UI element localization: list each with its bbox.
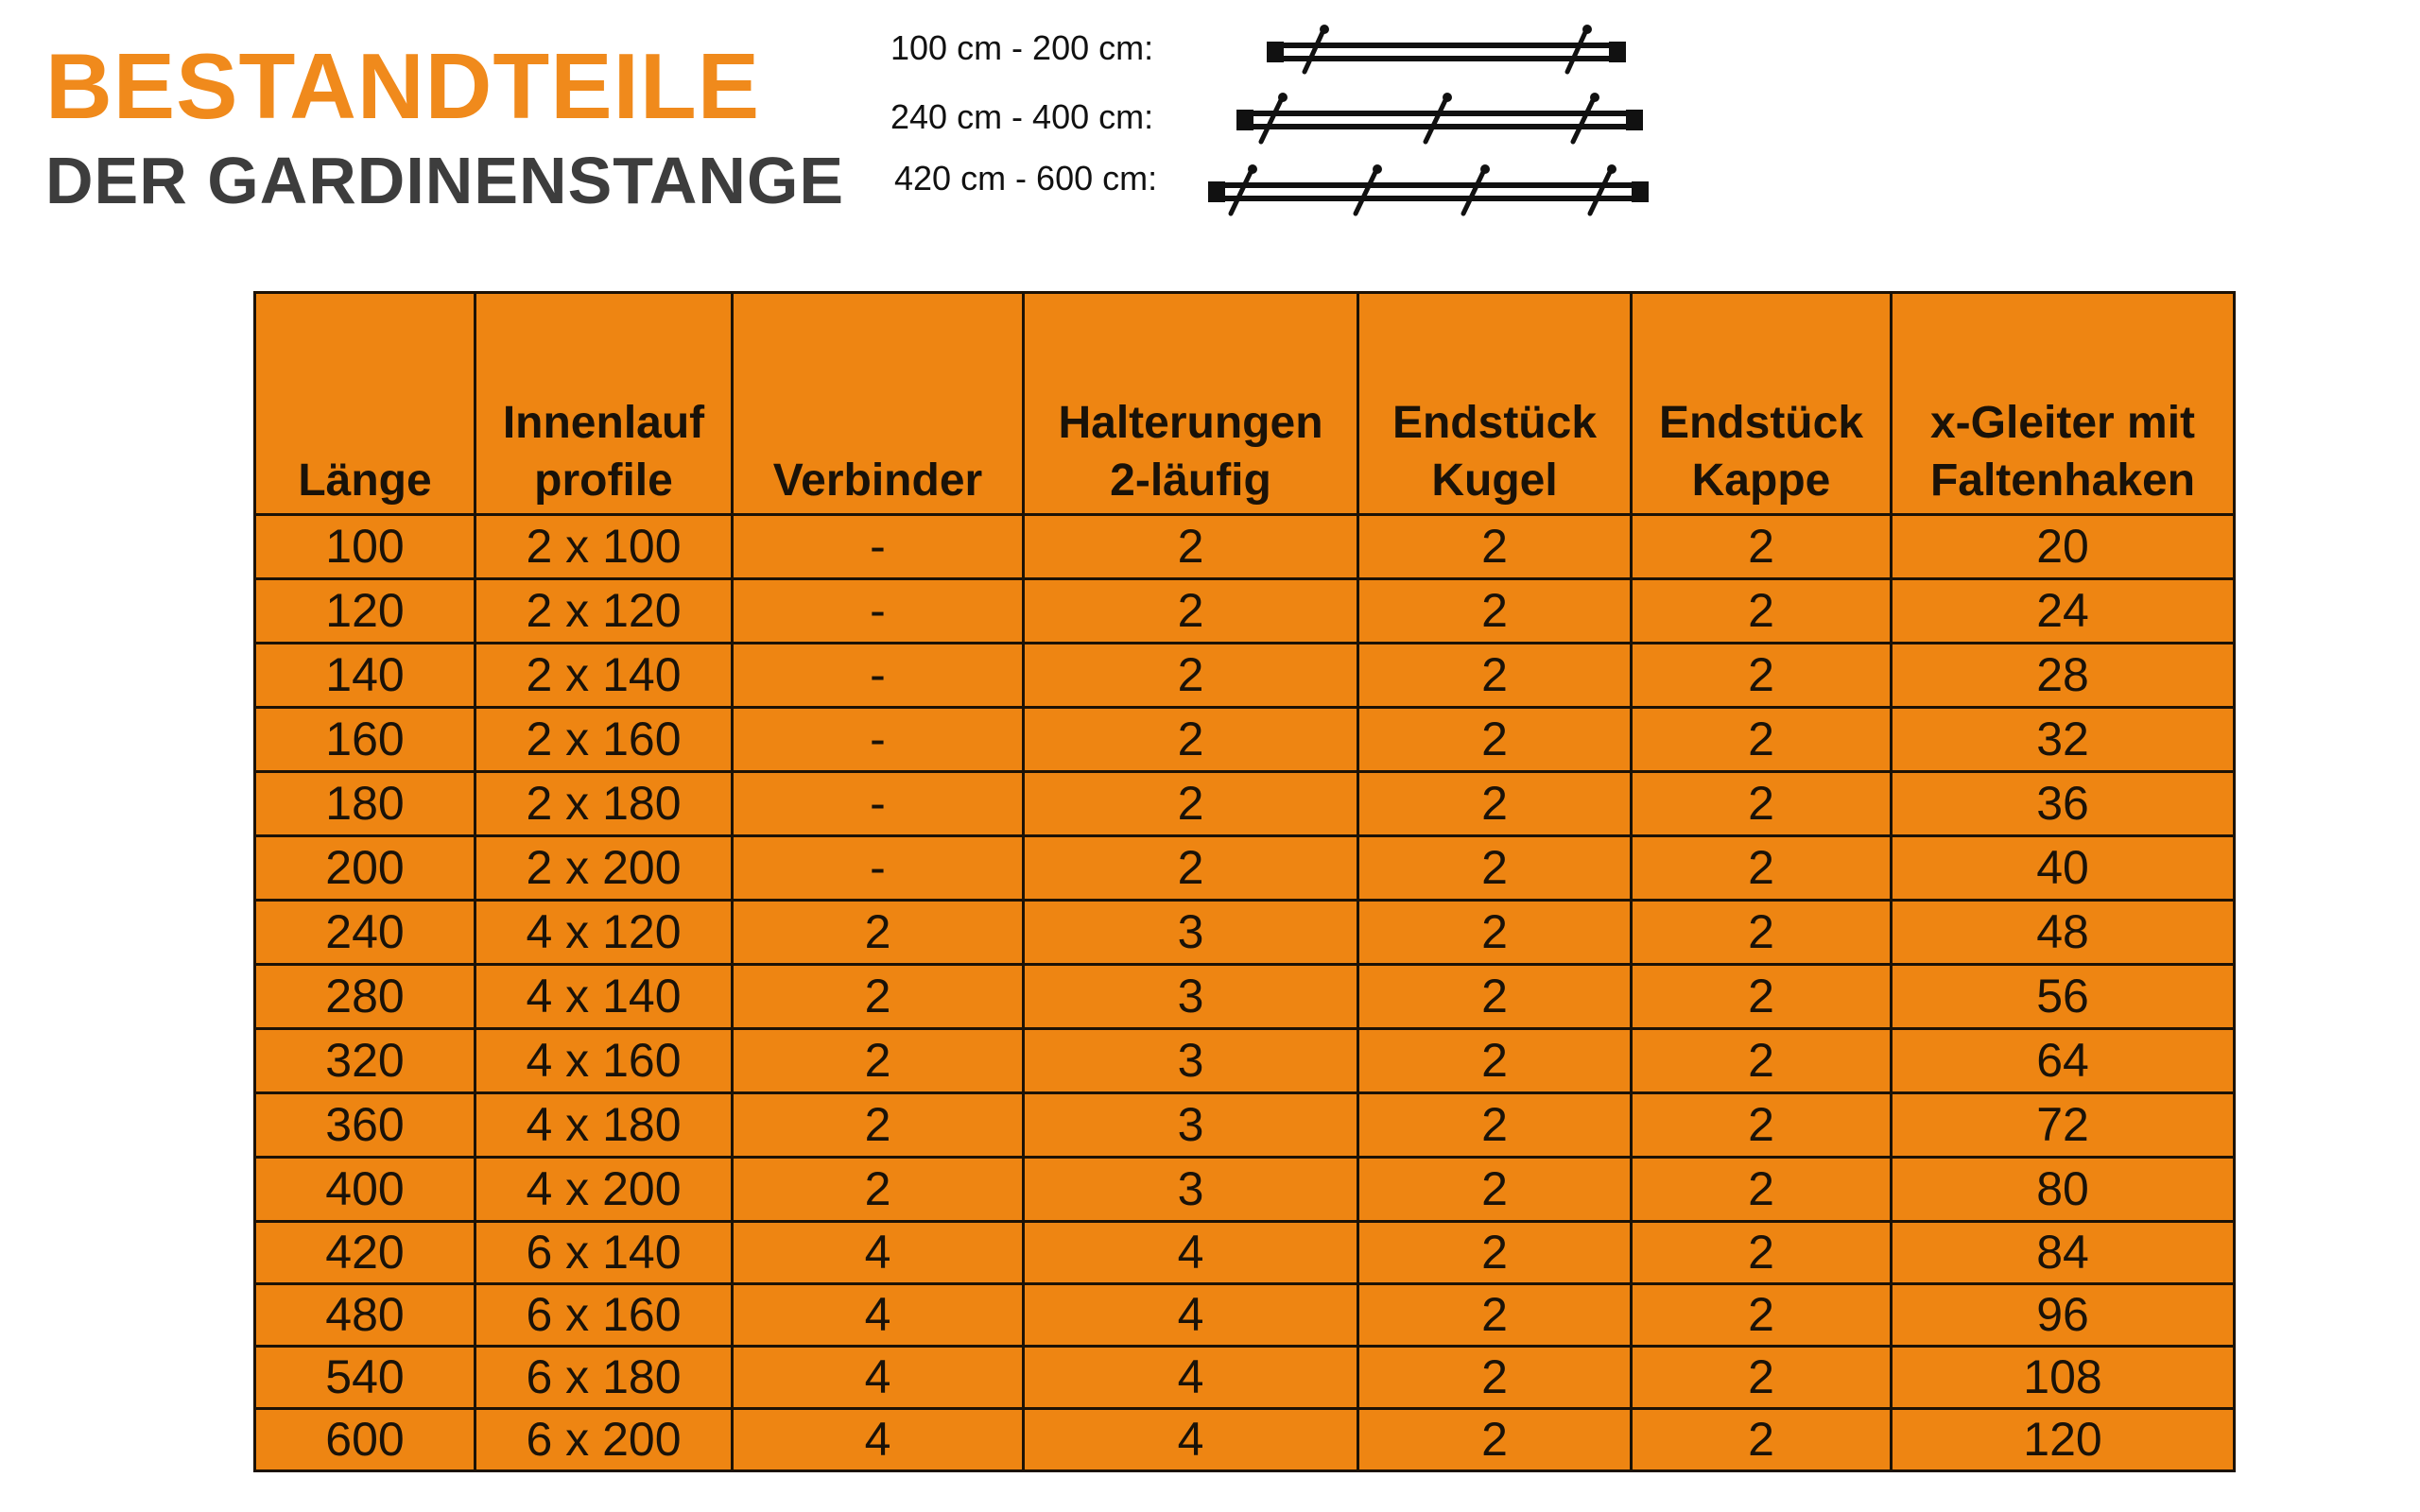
column-header-line: Kappe xyxy=(1691,455,1831,506)
cell-halterungen: 3 xyxy=(1024,1029,1358,1093)
column-header-line: Faltenhaken xyxy=(1929,455,2196,506)
cell-x-gleiter: 40 xyxy=(1892,836,2235,901)
cell-laenge: 360 xyxy=(255,1093,475,1158)
cell-laenge: 600 xyxy=(255,1409,475,1471)
cell-innenlauf-profile: 4 x 120 xyxy=(475,901,733,965)
cell-halterungen: 2 xyxy=(1024,515,1358,579)
column-header-line: Kugel xyxy=(1431,455,1558,506)
cell-endstueck-kappe: 2 xyxy=(1632,644,1892,708)
title-block xyxy=(45,34,845,217)
column-header-line: Innenlauf xyxy=(502,398,705,448)
cell-endstueck-kugel: 2 xyxy=(1358,1409,1632,1471)
page-subtitle: DER GARDINENSTANGE xyxy=(45,144,845,217)
cell-halterungen: 3 xyxy=(1024,1093,1358,1158)
column-header-line: 2-läufig xyxy=(1110,455,1271,506)
cell-endstueck-kappe: 2 xyxy=(1632,515,1892,579)
cell-endstueck-kugel: 2 xyxy=(1358,772,1632,836)
cell-endstueck-kappe: 2 xyxy=(1632,1158,1892,1222)
cell-x-gleiter: 72 xyxy=(1892,1093,2235,1158)
table-row xyxy=(255,708,2235,772)
cell-endstueck-kappe: 2 xyxy=(1632,1347,1892,1409)
cell-halterungen: 3 xyxy=(1024,965,1358,1029)
table-row xyxy=(255,965,2235,1029)
cell-laenge: 200 xyxy=(255,836,475,901)
cell-x-gleiter: 120 xyxy=(1892,1409,2235,1471)
column-header-halterungen xyxy=(1024,293,1358,515)
cell-endstueck-kugel: 2 xyxy=(1358,1093,1632,1158)
column-header-x-gleiter xyxy=(1892,293,2235,515)
cell-laenge: 420 xyxy=(255,1222,475,1284)
table-row xyxy=(255,1093,2235,1158)
components-table-wrap xyxy=(253,291,2233,1472)
column-header-line: Länge xyxy=(298,455,432,506)
cell-halterungen: 4 xyxy=(1024,1409,1358,1471)
cell-endstueck-kappe: 2 xyxy=(1632,1222,1892,1284)
column-header-line: x-Gleiter mit xyxy=(1929,398,2196,448)
cell-innenlauf-profile: 4 x 140 xyxy=(475,965,733,1029)
table-row xyxy=(255,1347,2235,1409)
cell-laenge: 540 xyxy=(255,1347,475,1409)
cell-halterungen: 2 xyxy=(1024,644,1358,708)
cell-x-gleiter: 48 xyxy=(1892,901,2235,965)
cell-x-gleiter: 64 xyxy=(1892,1029,2235,1093)
cell-verbinder: 4 xyxy=(733,1222,1024,1284)
cell-verbinder: 2 xyxy=(733,1158,1024,1222)
column-header-endstueck-kugel xyxy=(1358,293,1632,515)
table-row xyxy=(255,836,2235,901)
table-body xyxy=(255,515,2235,1471)
cell-x-gleiter: 56 xyxy=(1892,965,2235,1029)
table-header-row xyxy=(255,293,2235,515)
cell-x-gleiter: 36 xyxy=(1892,772,2235,836)
page-title: BESTANDTEILE xyxy=(45,34,761,138)
cell-x-gleiter: 80 xyxy=(1892,1158,2235,1222)
column-header-endstueck-kappe xyxy=(1632,293,1892,515)
cell-halterungen: 4 xyxy=(1024,1284,1358,1347)
legend-label-medium: 240 cm - 400 cm: xyxy=(890,97,1154,136)
cell-endstueck-kugel: 2 xyxy=(1358,1222,1632,1284)
column-header-line: Verbinder xyxy=(772,455,983,506)
column-header-line: Halterungen xyxy=(1058,398,1323,448)
cell-verbinder: - xyxy=(733,644,1024,708)
cell-endstueck-kugel: 2 xyxy=(1358,1284,1632,1347)
cell-laenge: 280 xyxy=(255,965,475,1029)
cell-innenlauf-profile: 6 x 200 xyxy=(475,1409,733,1471)
curtain-rod-2-brackets-icon xyxy=(1267,23,1626,79)
curtain-rod-4-brackets-icon xyxy=(1208,161,1649,219)
cell-laenge: 180 xyxy=(255,772,475,836)
cell-endstueck-kappe: 2 xyxy=(1632,708,1892,772)
cell-x-gleiter: 84 xyxy=(1892,1222,2235,1284)
cell-halterungen: 2 xyxy=(1024,772,1358,836)
cell-endstueck-kappe: 2 xyxy=(1632,1284,1892,1347)
cell-verbinder: - xyxy=(733,836,1024,901)
cell-endstueck-kappe: 2 xyxy=(1632,1093,1892,1158)
legend-label-long: 420 cm - 600 cm: xyxy=(894,159,1158,198)
cell-endstueck-kugel: 2 xyxy=(1358,708,1632,772)
cell-endstueck-kugel: 2 xyxy=(1358,965,1632,1029)
cell-halterungen: 4 xyxy=(1024,1222,1358,1284)
table-row xyxy=(255,644,2235,708)
cell-laenge: 140 xyxy=(255,644,475,708)
table-row xyxy=(255,1029,2235,1093)
cell-innenlauf-profile: 2 x 160 xyxy=(475,708,733,772)
cell-endstueck-kappe: 2 xyxy=(1632,965,1892,1029)
cell-endstueck-kugel: 2 xyxy=(1358,579,1632,644)
cell-verbinder: 2 xyxy=(733,1093,1024,1158)
components-table xyxy=(253,291,2236,1472)
cell-x-gleiter: 32 xyxy=(1892,708,2235,772)
cell-laenge: 400 xyxy=(255,1158,475,1222)
cell-endstueck-kappe: 2 xyxy=(1632,836,1892,901)
table-row xyxy=(255,579,2235,644)
cell-laenge: 100 xyxy=(255,515,475,579)
column-header-laenge xyxy=(255,293,475,515)
column-header-verbinder xyxy=(733,293,1024,515)
cell-laenge: 160 xyxy=(255,708,475,772)
cell-innenlauf-profile: 4 x 200 xyxy=(475,1158,733,1222)
cell-innenlauf-profile: 6 x 160 xyxy=(475,1284,733,1347)
cell-x-gleiter: 96 xyxy=(1892,1284,2235,1347)
cell-halterungen: 3 xyxy=(1024,1158,1358,1222)
cell-laenge: 120 xyxy=(255,579,475,644)
cell-x-gleiter: 24 xyxy=(1892,579,2235,644)
cell-innenlauf-profile: 2 x 180 xyxy=(475,772,733,836)
cell-verbinder: - xyxy=(733,708,1024,772)
cell-innenlauf-profile: 4 x 180 xyxy=(475,1093,733,1158)
cell-endstueck-kugel: 2 xyxy=(1358,1158,1632,1222)
cell-endstueck-kugel: 2 xyxy=(1358,1029,1632,1093)
cell-halterungen: 2 xyxy=(1024,708,1358,772)
cell-verbinder: - xyxy=(733,772,1024,836)
cell-x-gleiter: 28 xyxy=(1892,644,2235,708)
cell-verbinder: 2 xyxy=(733,965,1024,1029)
legend-label-short: 100 cm - 200 cm: xyxy=(890,28,1154,67)
cell-laenge: 240 xyxy=(255,901,475,965)
cell-innenlauf-profile: 2 x 140 xyxy=(475,644,733,708)
cell-endstueck-kappe: 2 xyxy=(1632,772,1892,836)
table-row xyxy=(255,901,2235,965)
cell-halterungen: 3 xyxy=(1024,901,1358,965)
column-header-line: profile xyxy=(534,455,673,506)
cell-verbinder: 4 xyxy=(733,1284,1024,1347)
column-header-innenlauf-profile xyxy=(475,293,733,515)
cell-innenlauf-profile: 6 x 180 xyxy=(475,1347,733,1409)
cell-endstueck-kugel: 2 xyxy=(1358,836,1632,901)
cell-verbinder: 4 xyxy=(733,1347,1024,1409)
cell-halterungen: 2 xyxy=(1024,579,1358,644)
cell-laenge: 320 xyxy=(255,1029,475,1093)
cell-innenlauf-profile: 6 x 140 xyxy=(475,1222,733,1284)
cell-endstueck-kappe: 2 xyxy=(1632,901,1892,965)
cell-endstueck-kappe: 2 xyxy=(1632,1409,1892,1471)
cell-verbinder: - xyxy=(733,579,1024,644)
cell-endstueck-kugel: 2 xyxy=(1358,515,1632,579)
table-row xyxy=(255,515,2235,579)
cell-x-gleiter: 108 xyxy=(1892,1347,2235,1409)
cell-verbinder: 2 xyxy=(733,901,1024,965)
cell-halterungen: 2 xyxy=(1024,836,1358,901)
curtain-rod-3-brackets-icon xyxy=(1236,91,1643,147)
cell-x-gleiter: 20 xyxy=(1892,515,2235,579)
cell-halterungen: 4 xyxy=(1024,1347,1358,1409)
table-row xyxy=(255,1158,2235,1222)
cell-endstueck-kugel: 2 xyxy=(1358,644,1632,708)
cell-innenlauf-profile: 2 x 120 xyxy=(475,579,733,644)
column-header-line: Endstück xyxy=(1658,398,1864,448)
table-row xyxy=(255,772,2235,836)
cell-innenlauf-profile: 2 x 200 xyxy=(475,836,733,901)
table-row xyxy=(255,1284,2235,1347)
cell-verbinder: 2 xyxy=(733,1029,1024,1093)
cell-endstueck-kappe: 2 xyxy=(1632,579,1892,644)
cell-endstueck-kappe: 2 xyxy=(1632,1029,1892,1093)
cell-laenge: 480 xyxy=(255,1284,475,1347)
cell-verbinder: 4 xyxy=(733,1409,1024,1471)
cell-innenlauf-profile: 2 x 100 xyxy=(475,515,733,579)
table-row xyxy=(255,1222,2235,1284)
cell-verbinder: - xyxy=(733,515,1024,579)
table-row xyxy=(255,1409,2235,1471)
column-header-line: Endstück xyxy=(1392,398,1598,448)
cell-endstueck-kugel: 2 xyxy=(1358,1347,1632,1409)
cell-endstueck-kugel: 2 xyxy=(1358,901,1632,965)
cell-innenlauf-profile: 4 x 160 xyxy=(475,1029,733,1093)
